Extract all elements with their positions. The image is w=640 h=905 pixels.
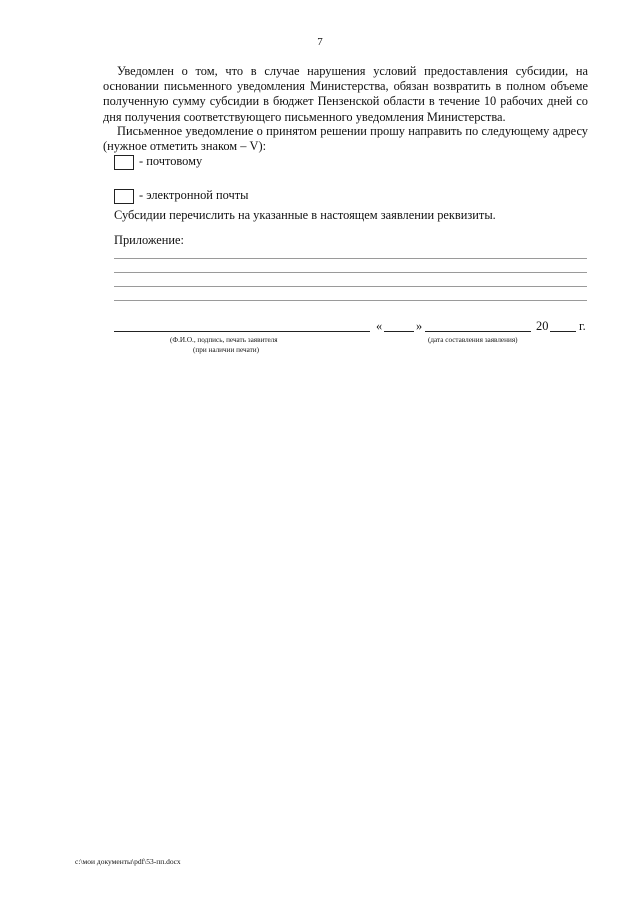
month-line[interactable] bbox=[425, 331, 531, 332]
signature-row bbox=[114, 318, 590, 334]
address-request-paragraph: Письменное уведомление о принятом решении прошу направить по следующему адресу (нужное отметить знаком – V): bbox=[103, 124, 588, 154]
postal-option[interactable] bbox=[114, 152, 202, 170]
postal-checkbox[interactable] bbox=[114, 155, 134, 170]
year-suffix: г. bbox=[579, 319, 586, 333]
footer-file-path: c:\мои документы\pdf\53-пп.docx bbox=[75, 857, 181, 866]
day-line[interactable] bbox=[384, 331, 414, 332]
signature-caption-note: (при наличии печати) bbox=[193, 346, 259, 354]
date-caption: (дата составления заявления) bbox=[428, 336, 518, 344]
open-quote: « bbox=[376, 319, 383, 333]
email-option-label: - электронной почты bbox=[139, 188, 249, 202]
year-line[interactable] bbox=[550, 331, 576, 332]
page-number: 7 bbox=[317, 36, 323, 48]
signature-caption: (Ф.И.О., подпись, печать заявителя bbox=[170, 336, 278, 344]
email-checkbox[interactable] bbox=[114, 189, 134, 204]
attachment-line[interactable] bbox=[114, 258, 587, 259]
year-prefix: 20 bbox=[536, 319, 549, 333]
email-option[interactable] bbox=[114, 186, 248, 204]
attachment-line[interactable] bbox=[114, 286, 587, 287]
postal-option-label: - почтовому bbox=[139, 154, 203, 168]
close-quote: » bbox=[416, 319, 423, 333]
attachment-line[interactable] bbox=[114, 272, 587, 273]
signature-line[interactable] bbox=[114, 331, 370, 332]
attachment-line[interactable] bbox=[114, 300, 587, 301]
subsidy-transfer-note: Субсидии перечислить на указанные в настоящем заявлении реквизиты. bbox=[114, 208, 496, 222]
attachment-label: Приложение: bbox=[114, 233, 184, 247]
notice-paragraph: Уведомлен о том, что в случае нарушения условий предоставления субсидии, на основании письменного уведомления Министерства, обязан возвратить в полном объеме полученную сумму субсидии в бюджет Пензенской области в течение 10 рабочих дней со дня получения соответствующего письменного уведомления Министерства. bbox=[103, 64, 588, 124]
